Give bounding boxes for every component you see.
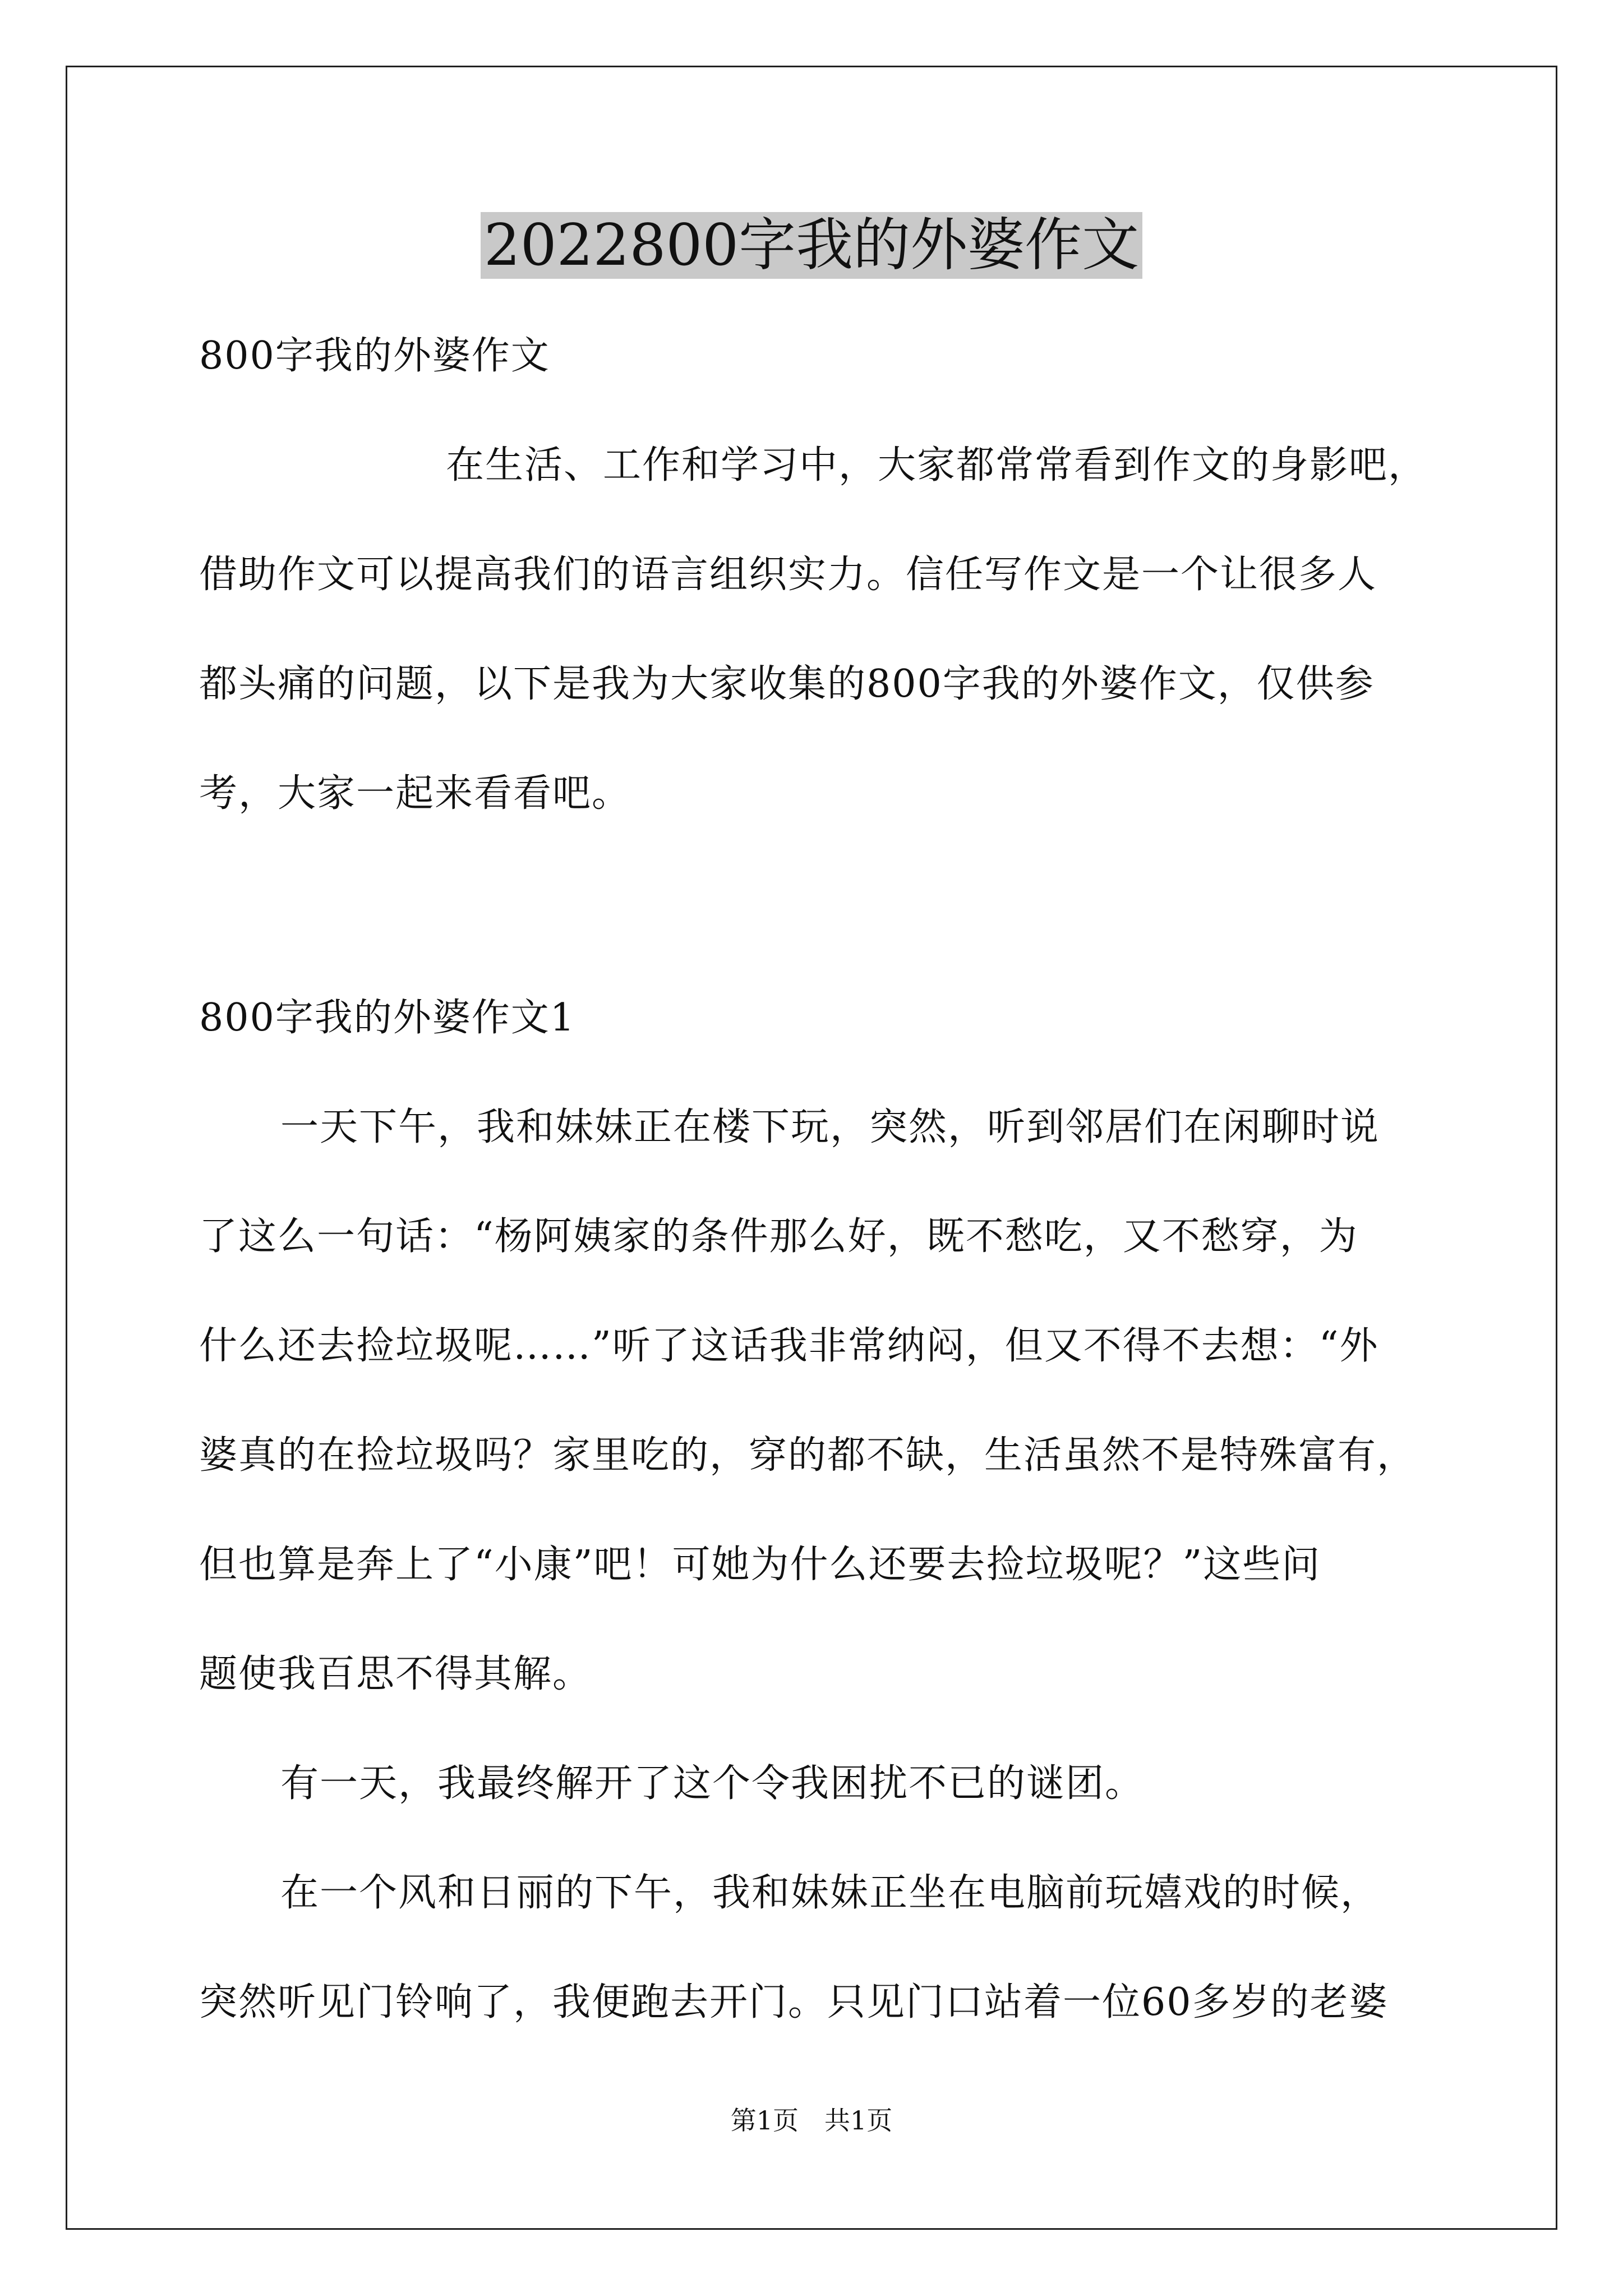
paragraph-line: 考，大家一起来看看吧。 xyxy=(199,771,631,816)
paragraph-line: 婆真的在捡垃圾吗？家里吃的，穿的都不缺，生活虽然不是特殊富有， xyxy=(199,1433,1417,1478)
page-footer: 第1页 共1页 xyxy=(730,2105,893,2136)
document-title-text: 2022800字我的外婆作文 xyxy=(481,212,1142,279)
paragraph-line: 题使我百思不得其解。 xyxy=(199,1652,592,1696)
paragraph-line: 什么还去捡垃圾呢……”听了这话我非常纳闷，但又不得不去想：“外 xyxy=(199,1324,1379,1368)
paragraph-line: 一天下午，我和妹妹正在楼下玩，突然，听到邻居们在闲聊时说 xyxy=(280,1105,1380,1149)
paragraph-line: 但也算是奔上了“小康”吧！可她为什么还要去捡垃圾呢？”这些问 xyxy=(199,1543,1321,1587)
paragraph-line: 都头痛的问题，以下是我为大家收集的800字我的外婆作文，仅供参 xyxy=(199,662,1375,706)
document-title xyxy=(0,206,1623,285)
essay-subtitle: 800字我的外婆作文 xyxy=(199,334,550,378)
paragraph-line: 在一个风和日丽的下午，我和妹妹正坐在电脑前玩嬉戏的时候， xyxy=(280,1871,1380,1915)
paragraph-line: 了这么一句话：“杨阿姨家的条件那么好，既不愁吃，又不愁穿，为 xyxy=(199,1214,1358,1259)
paragraph-line: 有一天，我最终解开了这个令我困扰不已的谜团。 xyxy=(280,1761,1145,1806)
paragraph-line: 突然听见门铃响了，我便跑去开门。只见门口站着一位60多岁的老婆 xyxy=(199,1980,1389,2024)
section-heading: 800字我的外婆作文1 xyxy=(199,996,576,1040)
paragraph-line: 借助作文可以提高我们的语言组织实力。信任写作文是一个让很多人 xyxy=(199,553,1377,597)
paragraph-line: 在生活、工作和学习中，大家都常常看到作文的身影吧， xyxy=(446,443,1428,487)
